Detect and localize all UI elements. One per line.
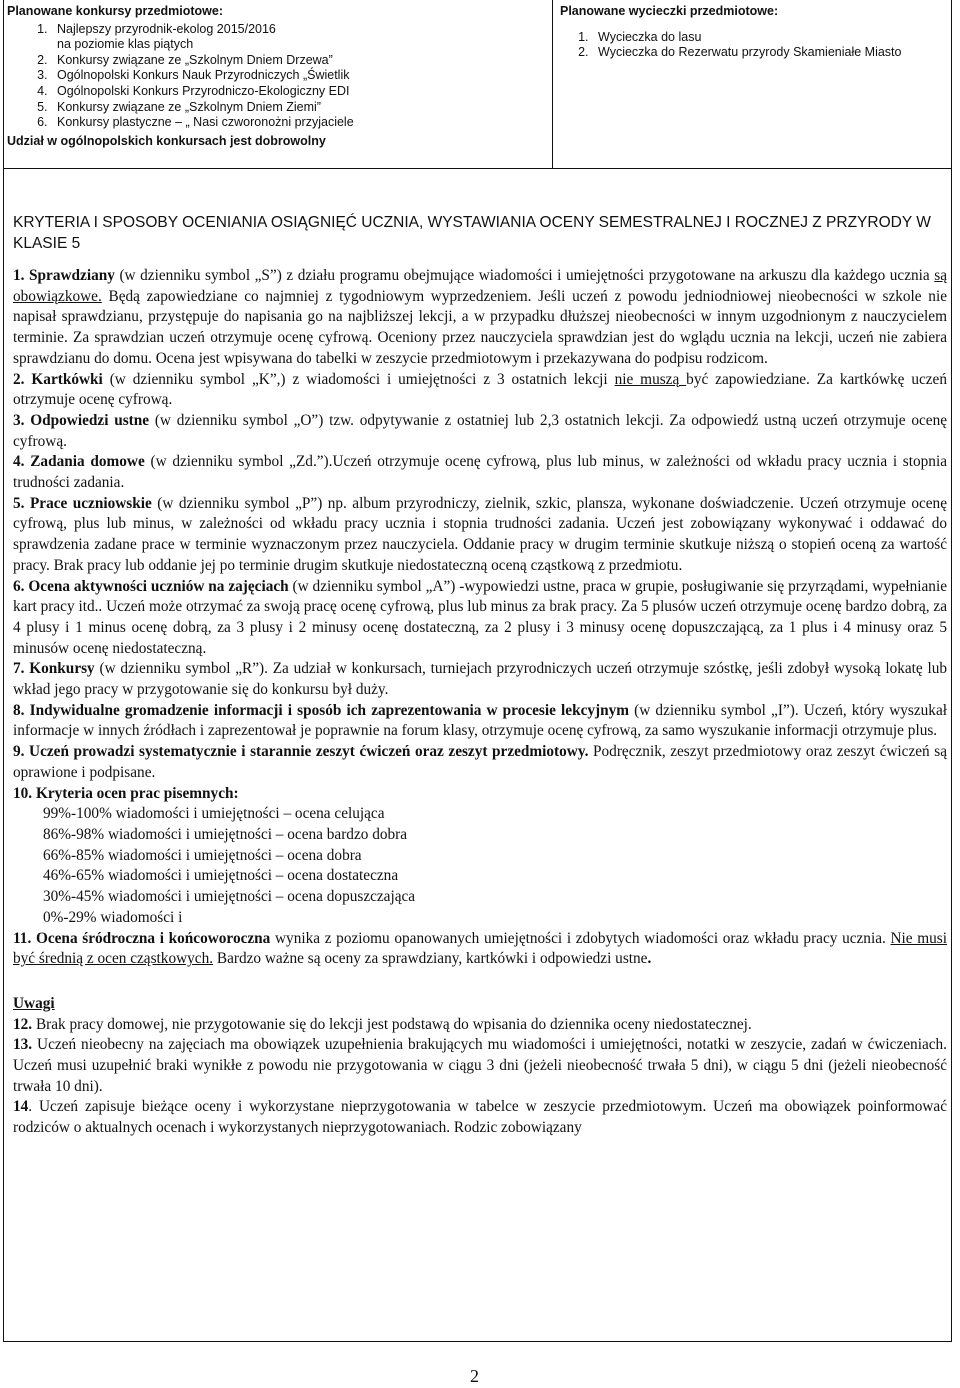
criteria-item: 99%-100% wiadomości i umiejętności – ocena celująca xyxy=(43,805,385,823)
frame-bottom-line xyxy=(3,1341,952,1342)
page-number: 2 xyxy=(470,1366,479,1386)
uwagi-title: Uwagi xyxy=(13,994,55,1012)
criteria-item: 46%-65% wiadomości i umiejętności – ocena dostateczna xyxy=(43,867,399,885)
criteria-item: 66%-85% wiadomości i umiejętności – ocena dobra xyxy=(43,846,362,864)
list-item: 5. Konkursy związane ze „Szkolnym Dniem Ziemi” xyxy=(51,100,547,116)
list-item: 2. Konkursy związane ze „Szkolnym Dniem Drzewa” xyxy=(51,53,547,69)
list-item: 1. Najlepszy przyrodnik-ekolog 2015/2016 na poziomie klas piątych xyxy=(51,22,547,53)
trips-cell xyxy=(560,4,950,61)
contests-list xyxy=(7,22,547,131)
criteria-item: 86%-98% wiadomości i umiejętności – ocena bardzo dobra xyxy=(43,825,408,843)
section-2: 2. Kartkówki (w dzienniku symbol „K”,) z wiadomości i umiejętności z 3 ostatnich lekcji nie muszą być zapowiedziane. Za kartkówkę uczeń otrzymuje ocenę cyfrową. xyxy=(13,370,947,409)
uwagi-section xyxy=(13,994,947,1139)
section-10: 10. Kryteria ocen prac pisemnych: xyxy=(13,784,239,802)
criteria-item: 0%-29% wiadomości i xyxy=(43,908,183,926)
note-14: 14. Uczeń zapisuje bieżące oceny i wykorzystane nieprzygotowania w tabelce w zeszycie przedmiotowym. Uczeń ma obowiązek poinformować rodziców o aktualnych ocenach i wykorzystanych nieprzygotowaniach. Rodzic zobowiązany xyxy=(13,1098,947,1137)
list-item: 4. Ogólnopolski Konkurs Przyrodniczo-Ekologiczny EDI xyxy=(51,84,547,100)
section-9: 9. Uczeń prowadzi systematycznie i starannie zeszyt ćwiczeń oraz zeszyt przedmiotowy. Podręcznik, zeszyt przedmiotowy oraz zeszyt ćwiczeń są oprawione i podpisane. xyxy=(13,743,947,781)
section-7: 7. Konkursy (w dzienniku symbol „R”). Za udział w konkursach, turniejach przyrodniczych uczeń otrzymuje szóstkę, jeśli zdobył wysoką lokatę lub wkład jego pracy w przygotowanie się do konkursu był duży. xyxy=(13,660,948,699)
list-item: 1. Wycieczka do lasu xyxy=(592,30,950,46)
list-item: 2. Wycieczka do Rezerwatu przyrody Skamieniałe Miasto xyxy=(592,45,950,61)
section-6: 6. Ocena aktywności uczniów na zajęciach (w dzienniku symbol „A”) -wypowiedzi ustne, praca w grupie, posługiwanie się przyrządami, wypełnianie kart pracy itd.. Uczeń może otrzymać za swoją pracę ocenę cyfrową, plus lub minus za brak pracy. Za 5 plusów uczeń otrzymuje ocenę bardzo dobrą, za 4 plusy i 1 minus ocenę dobrą, za 3 plusy i 2 minusy ocenę dostateczną, za 2 plusy i 3 minusy ocenę dopuszczającą, za 1 plus i 4 minusy oraz 5 minusów ocenę niedostateczną. xyxy=(13,577,947,657)
section-5: 5. Prace uczniowskie (w dzienniku symbol „P”) np. album przyrodniczy, zielnik, szkic, plansza, wykonane doświadczenie. Uczeń otrzymuje ocenę cyfrową, plus lub minus, w zależności od wkładu pracy ucznia i stopnia trudności zadania. Uczeń jest zobowiązany wykonywać i oddawać do sprawdzenia zadane prace w terminie wyznaczonym przez nauczyciela. Oddanie pracy w drugim terminie skutkuje niższą o stopień oceną za wartość pracy. Brak pracy lub oddanie jej po terminie drugim skutkuje niedostateczną oceną cząstkową z przedmiotu. xyxy=(13,494,947,574)
criteria-item: 30%-45% wiadomości i umiejętności – ocena dopuszczająca xyxy=(43,888,416,906)
section-8: 8. Indywidualne gromadzenie informacji i sposób ich zaprezentowania w procesie lekcyjnym (w dzienniku symbol „I”). Uczeń, który wyszukał informacje w innych źródłach i zaprezentował je poprawnie na forum klasy, otrzymuje ocenę cyfrową, za samo wyszukanie informacji otrzymuje plus. xyxy=(13,701,947,740)
contests-title: Planowane konkursy przedmiotowe: xyxy=(7,4,224,18)
list-item: 3. Ogólnopolski Konkurs Nauk Przyrodniczych „Świetlik xyxy=(51,68,547,84)
trips-title: Planowane wycieczki przedmiotowe: xyxy=(560,4,779,18)
section-3: 3. Odpowiedzi ustne (w dzienniku symbol „O”) tzw. odpytywanie z ostatniej lub 2,3 ostatnich lekcji. Za odpowiedź ustną uczeń otrzymuje ocenę cyfrową. xyxy=(13,411,948,450)
section-1: 1. Sprawdziany (w dzienniku symbol „S”) z działu programu obejmujące wiadomości i umiejętności przygotowane na arkuszu dla każdego ucznia są obowiązkowe. Będą zapowiedziane co najmniej z tygodniowym wyprzedzeniem. Jeśli uczeń z powodu jedniodniowej nieobecności w szkole nie napisał sprawdzianu, przystępuje do napisania go na najbliższej lekcji, a w przypadku dłuższej nieobecności w innym uzgodnionym z nauczycielem terminie. Za sprawdzian uczeń otrzymuje ocenę cyfrową. Oceniony przez nauczyciela sprawdzian jest do wglądu ucznia na lekcji, uczeń nie zabiera sprawdzianu do domu. Ocena jest wpisywana do tabelki w zeszycie przedmiotowym i przekazywana do podpisu rodzicom. xyxy=(13,267,947,367)
contests-cell xyxy=(7,4,547,149)
section-4: 4. Zadania domowe (w dzienniku symbol „Zd.”).Uczeń otrzymuje ocenę cyfrową, plus lub minus, w zależności od wkładu pracy ucznia i stopnia trudności zadania. xyxy=(13,453,947,492)
frame-row-divider xyxy=(3,168,952,169)
list-item: 6. Konkursy plastyczne – „ Nasi czworonożni przyjaciele xyxy=(51,115,547,131)
frame-middle-line xyxy=(552,0,553,168)
contests-note: Udział w ogólnopolskich konkursach jest dobrowolny xyxy=(7,133,326,148)
note-12: 12. Brak pracy domowej, nie przygotowanie się do lekcji jest podstawą do wpisania do dziennika oceny niedostatecznej. xyxy=(13,1015,752,1033)
main-content xyxy=(13,212,947,1139)
section-11: 11. Ocena śródroczna i końcoworoczna wynika z poziomu opanowanych umiejętności i zdobytych wiadomości oraz wkładu pracy ucznia. Nie musi być średnią z ocen cząstkowych. Bardzo ważne są oceny za sprawdziany, kartkówki i odpowiedzi ustne. xyxy=(13,929,947,968)
frame-right-line xyxy=(951,0,952,1342)
criteria-heading: KRYTERIA I SPOSOBY OCENIANIA OSIĄGNIĘĆ UCZNIA, WYSTAWIANIA OCENY SEMESTRALNEJ I ROCZNEJ Z PRZYRODY W KLASIE 5 xyxy=(13,214,931,252)
trips-list xyxy=(560,30,950,61)
frame-left-line xyxy=(3,0,4,1342)
note-13: 13. Uczeń nieobecny na zajęciach ma obowiązek uzupełnienia brakujących mu wiadomości i umiejętności, notatki w zeszycie, zadań w ćwiczeniach. Uczeń musi uzupełnić braki wynikłe z powodu nie przygotowania w ciągu 3 dni (jeżeli nieobecność trwała 5 dni), w ciągu 5 dni (jeżeli nieobecność trwała 10 dni). xyxy=(13,1036,947,1095)
